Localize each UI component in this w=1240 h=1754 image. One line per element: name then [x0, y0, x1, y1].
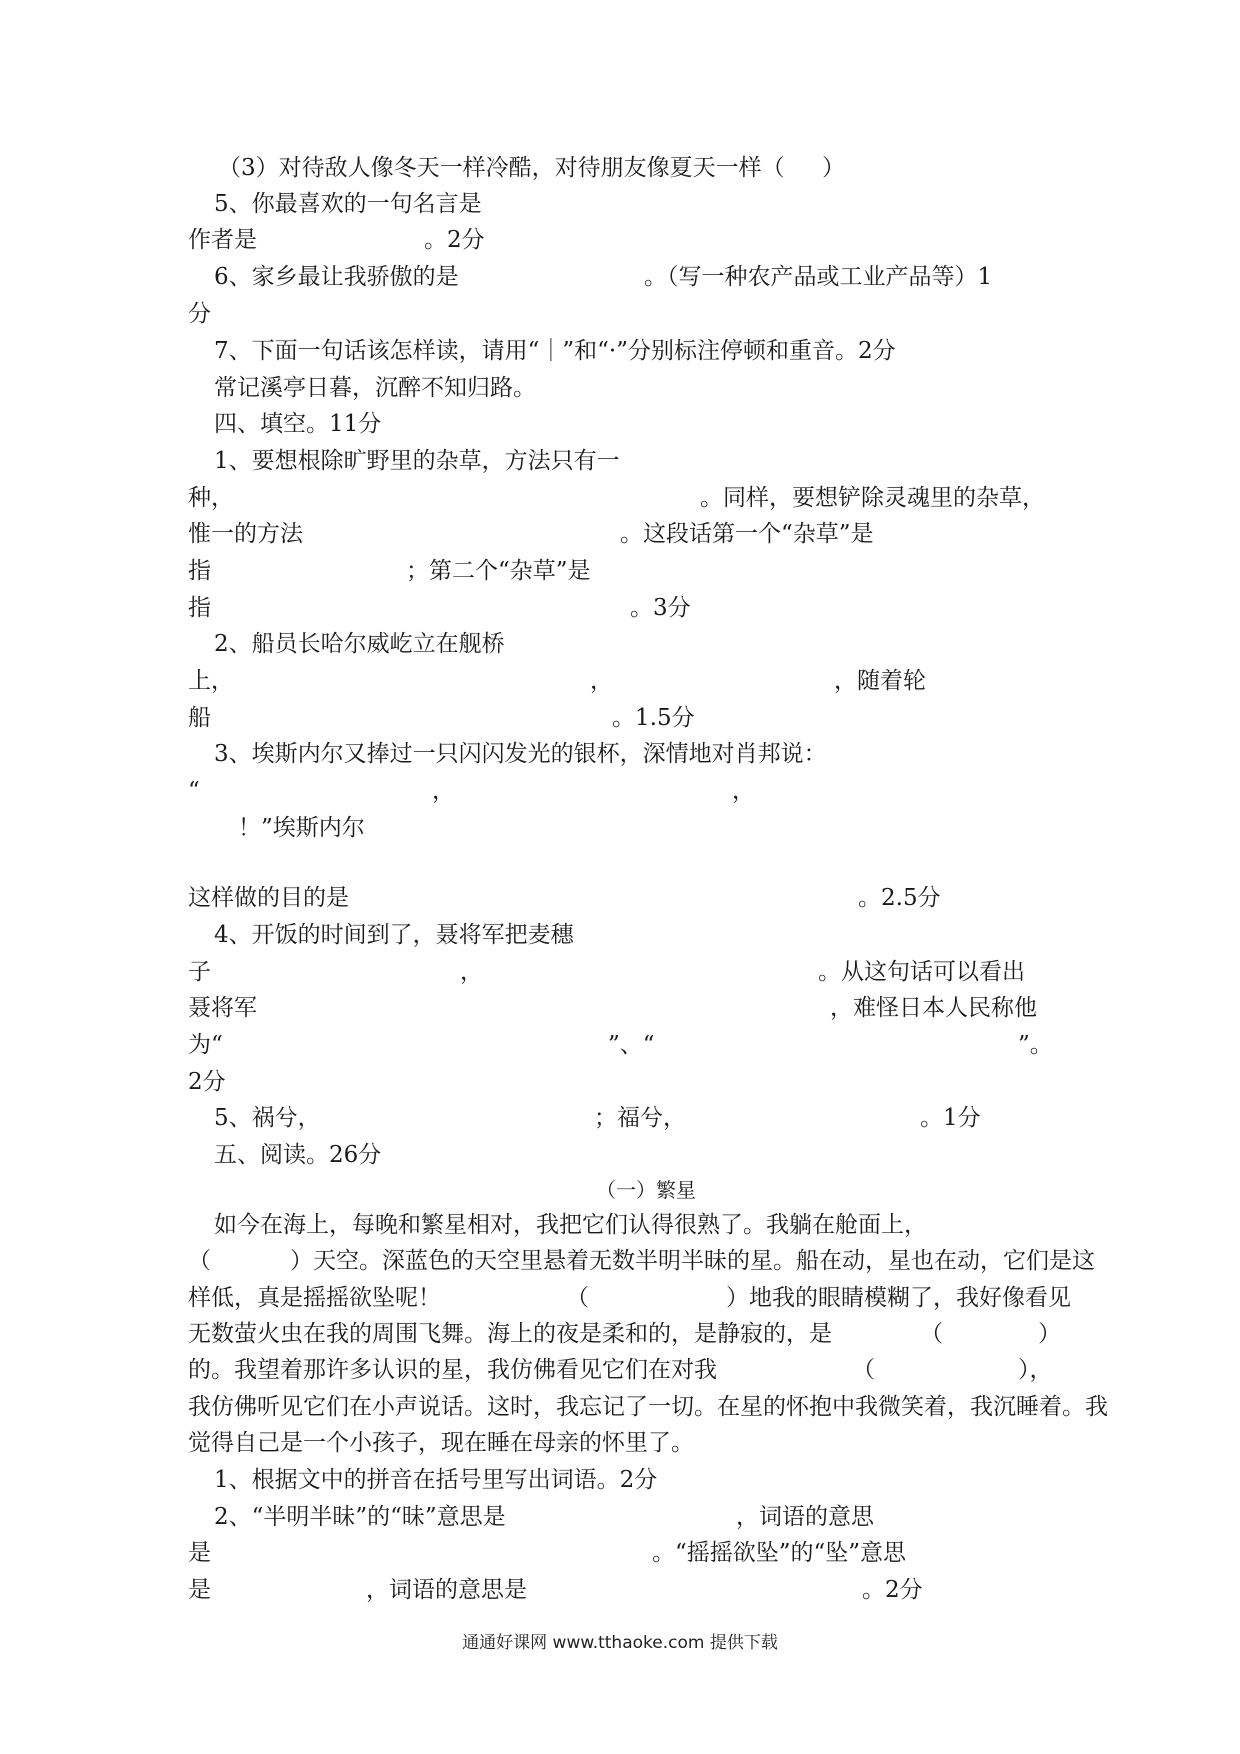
line-segment: ，词语的意思是 — [366, 1577, 527, 1603]
text-line — [0, 516, 1240, 552]
text-line — [0, 700, 1240, 736]
text-line — [0, 1207, 1240, 1243]
line-segment: 6、家乡最让我骄傲的是 — [214, 264, 459, 290]
line-segment: ”。 — [1018, 1032, 1053, 1058]
text-line — [0, 333, 1240, 369]
text-line — [0, 259, 1240, 295]
line-segment: 上， — [188, 668, 234, 694]
line-segment: 。1分 — [920, 1105, 981, 1131]
line-segment: ；福兮， — [594, 1105, 686, 1131]
line-segment: 分 — [188, 301, 211, 327]
line-segment: 作者是 — [188, 227, 257, 253]
line-segment: 四、填空。11分 — [214, 411, 382, 437]
text-line — [0, 663, 1240, 699]
section-heading — [0, 406, 1240, 442]
line-segment: 种， — [188, 485, 234, 511]
text-line — [0, 1535, 1240, 1571]
line-segment: 无数萤火虫在我的周围飞舞。海上的夜是柔和的，是静寂的，是 — [188, 1321, 832, 1347]
line-segment: 。“摇摇欲坠”的“坠”意思 — [652, 1540, 907, 1566]
line-segment: ；第二个“杂草”是 — [406, 558, 591, 584]
text-line — [0, 296, 1240, 332]
line-segment: 我仿佛听见它们在小声说话。这时，我忘记了一切。在星的怀抱中我微笑着，我沉睡着。我 — [188, 1394, 1108, 1420]
text-line — [0, 917, 1240, 953]
line-segment: 样低，真是摇摇欲坠呢！ — [188, 1285, 441, 1311]
text-line — [0, 1572, 1240, 1608]
line-segment: 。同样，要想铲除灵魂里的杂草， — [700, 485, 1045, 511]
line-segment: 聂将军 — [188, 995, 257, 1021]
line-segment: ！”埃斯内尔 — [238, 815, 365, 841]
text-line — [0, 186, 1240, 222]
text-line — [0, 1425, 1240, 1461]
line-segment: 2、“半明半昧”的“昧”意思是 — [214, 1504, 506, 1530]
line-segment: 2、船员长哈尔威屹立在舰桥 — [214, 631, 505, 657]
text-line — [0, 590, 1240, 626]
text-line — [0, 990, 1240, 1026]
line-segment: 的。我望着那许多认识的星，我仿佛看见它们在对我 — [188, 1357, 717, 1383]
line-segment: 如今在海上，每晚和繁星相对，我把它们认得很熟了。我躺在舱面上， — [214, 1212, 927, 1238]
text-line — [0, 1064, 1240, 1100]
line-segment: ）， — [1018, 1357, 1053, 1383]
line-segment: 是 — [188, 1540, 211, 1566]
line-segment: 5、你最喜欢的一句名言是 — [214, 191, 482, 217]
line-segment: 为“ — [188, 1032, 223, 1058]
line-segment: ，随着轮 — [834, 668, 926, 694]
line-segment: ， — [432, 778, 455, 804]
line-segment: 。2.5分 — [858, 885, 941, 911]
text-line — [0, 1027, 1240, 1063]
text-line — [0, 1243, 1240, 1279]
text-line — [0, 1280, 1240, 1316]
passage-title — [0, 1172, 1240, 1208]
line-segment: 指 — [188, 558, 211, 584]
line-segment: （3）对待敌人像冬天一样冷酷，对待朋友像夏天一样（ — [218, 155, 785, 181]
line-segment: 是 — [188, 1577, 211, 1603]
line-segment: ）地我的眼睛模糊了，我好像看见 — [726, 1285, 1071, 1311]
line-segment: 。这段话第一个“杂草”是 — [620, 521, 874, 547]
text-line — [0, 880, 1240, 916]
line-segment: （ — [920, 1321, 943, 1347]
text-line — [0, 1389, 1240, 1425]
text-line — [0, 1100, 1240, 1136]
text-line — [0, 1499, 1240, 1535]
text-line — [0, 370, 1240, 406]
line-segment: ， — [590, 668, 613, 694]
line-segment: ）天空。深蓝色的天空里悬着无数半明半昧的星。船在动，星也在动，它们是这 — [290, 1248, 1095, 1274]
line-segment: ，难怪日本人民称他 — [830, 995, 1037, 1021]
line-segment: （ — [852, 1357, 875, 1383]
line-segment: 船 — [188, 705, 211, 731]
line-segment: 5、祸兮， — [214, 1105, 321, 1131]
line-segment: 。2分 — [424, 227, 485, 253]
line-segment: “ — [188, 778, 200, 804]
line-segment: 4、开饭的时间到了，聂将军把麦穗 — [214, 922, 574, 948]
line-segment: 。3分 — [630, 595, 691, 621]
text-line — [0, 150, 1240, 186]
text-line — [0, 1316, 1240, 1352]
line-segment: 。从这句话可以看出 — [818, 959, 1025, 985]
text-line — [0, 480, 1240, 516]
text-line — [0, 954, 1240, 990]
line-segment: ， — [732, 778, 755, 804]
line-segment: 3、埃斯内尔又捧过一只闪闪发光的银杯，深情地对肖邦说： — [214, 741, 827, 767]
line-segment: ） — [1038, 1321, 1061, 1347]
line-segment: （ — [188, 1248, 211, 1274]
line-segment: ） — [822, 155, 845, 181]
line-segment: 指 — [188, 595, 211, 621]
line-segment: ”、“ — [608, 1032, 655, 1058]
page-footer: 通通好课网 www.tthaoke.com 提供下载 — [462, 1633, 778, 1653]
line-segment: 2分 — [188, 1069, 226, 1095]
text-line — [0, 553, 1240, 589]
line-segment: ， — [460, 959, 483, 985]
text-line — [0, 222, 1240, 258]
line-segment: 。2分 — [862, 1577, 923, 1603]
text-line — [0, 1462, 1240, 1498]
text-line — [0, 443, 1240, 479]
line-segment: 。（写一种农产品或工业产品等）1 — [644, 264, 993, 290]
line-segment: （ — [566, 1285, 589, 1311]
line-segment: 觉得自己是一个小孩子，现在睡在母亲的怀里了。 — [188, 1430, 694, 1456]
line-segment: ，词语的意思 — [736, 1504, 874, 1530]
text-line — [0, 773, 1240, 809]
text-line — [0, 810, 1240, 846]
line-segment: 五、阅读。26分 — [214, 1142, 382, 1168]
line-segment: 这样做的目的是 — [188, 885, 349, 911]
line-segment: 7、下面一句话该怎样读，请用“｜”和“·”分别标注停顿和重音。2分 — [214, 338, 896, 364]
line-segment: （一）繁星 — [596, 1178, 696, 1202]
text-line — [0, 736, 1240, 772]
text-line — [0, 626, 1240, 662]
line-segment: 常记溪亭日暮，沉醉不知归路。 — [214, 375, 536, 401]
line-segment: 。1.5分 — [612, 705, 695, 731]
text-line — [0, 1352, 1240, 1388]
line-segment: 惟一的方法 — [188, 521, 303, 547]
line-segment: 子 — [188, 959, 211, 985]
section-heading — [0, 1137, 1240, 1173]
line-segment: 1、要想根除旷野里的杂草，方法只有一 — [214, 448, 620, 474]
line-segment: 1、根据文中的拼音在括号里写出词语。2分 — [214, 1467, 658, 1493]
